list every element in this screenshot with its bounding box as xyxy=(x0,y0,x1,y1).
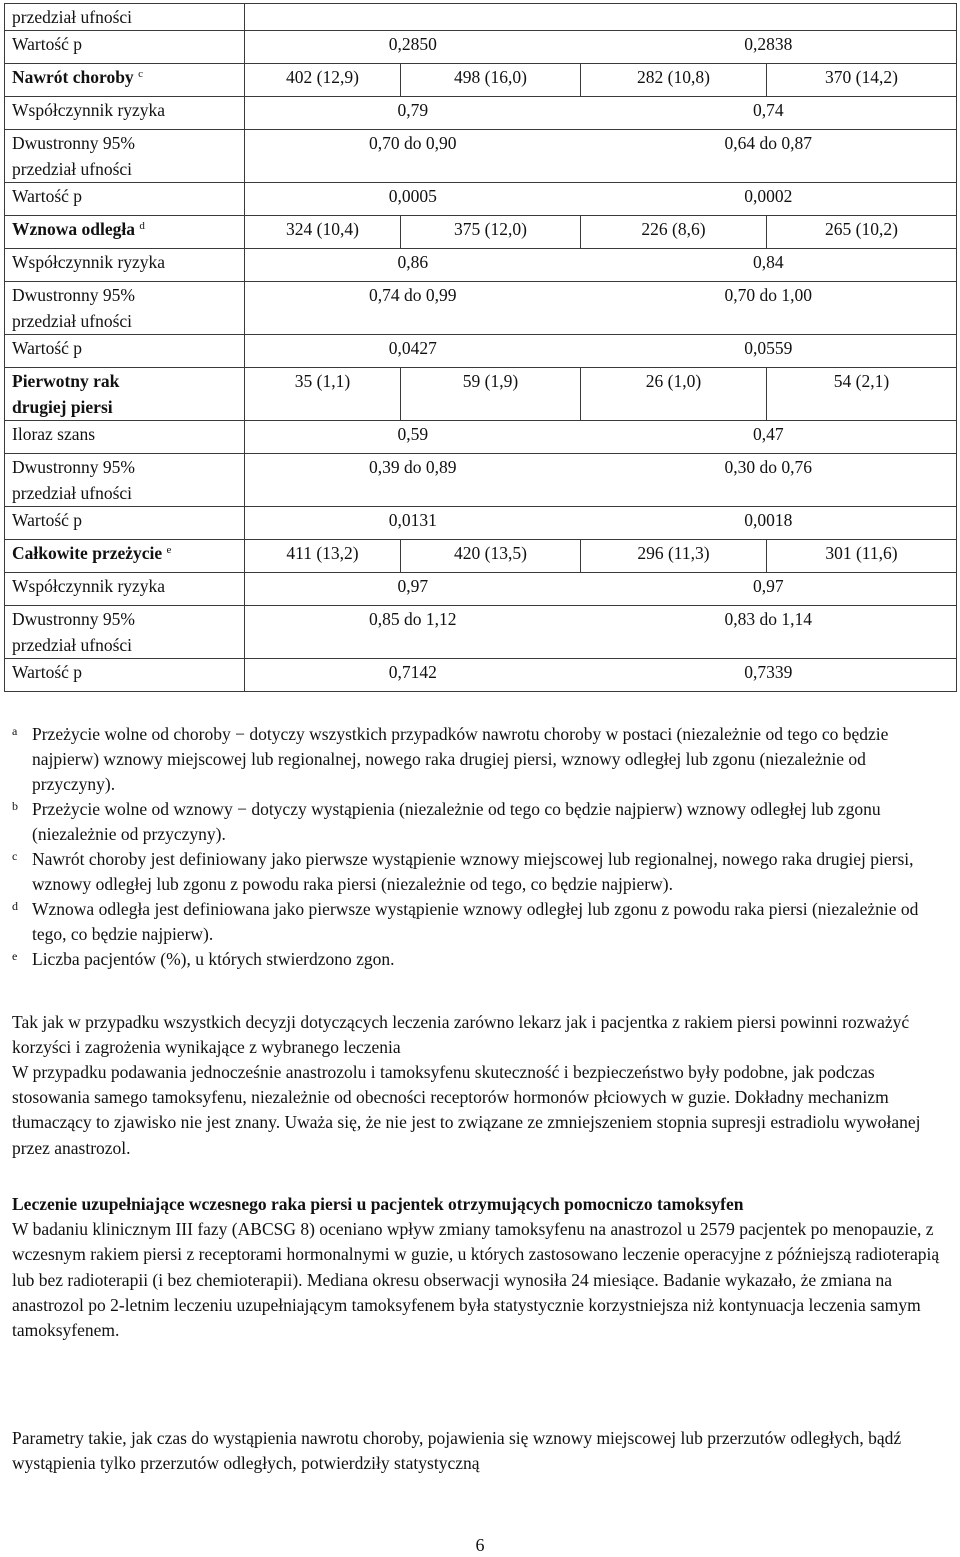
cell-stat-left: 0,2850 xyxy=(245,31,581,64)
cell-stat-right: 0,0018 xyxy=(581,507,957,540)
footnote-marker: e xyxy=(166,544,172,556)
table-row xyxy=(5,282,957,335)
row-label-text: Wartość p xyxy=(12,34,83,54)
row-label-text: Całkowite przeżycie xyxy=(12,543,163,563)
cell-count: 420 (13,5) xyxy=(401,540,581,573)
row-label xyxy=(5,249,245,282)
row-label xyxy=(5,97,245,130)
footnote-marker: c xyxy=(138,68,143,80)
cell-stat-left: 0,74 do 0,99 xyxy=(245,282,581,335)
cell-stat-left: 0,0005 xyxy=(245,183,581,216)
table-row xyxy=(5,130,957,183)
paragraph-text: Tak jak w przypadku wszystkich decyzji dotyczących leczenia zarówno lekarz jak i pacjentka z rakiem piersi powinni rozważyć korzyści i zagrożenia wynikające z wybranego leczenia xyxy=(12,1012,910,1058)
cell-stat-right: 0,74 xyxy=(581,97,957,130)
cell-stat-left: 0,59 xyxy=(245,421,581,454)
cell-count: 226 (8,6) xyxy=(581,216,767,249)
row-label xyxy=(5,64,245,97)
cell-count: 265 (10,2) xyxy=(767,216,957,249)
row-label xyxy=(5,573,245,606)
cell-count: 370 (14,2) xyxy=(767,64,957,97)
row-label-text: Wartość p xyxy=(12,510,83,530)
cell-stat-right: 0,7339 xyxy=(581,659,957,692)
footnote-text: Wznowa odległa jest definiowana jako pierwsze wystąpienie wznowy odległej lub zgonu z powodu raka piersi (niezależnie od tego, co będzie najpierw). xyxy=(32,899,919,944)
cell-stat-right: 0,70 do 1,00 xyxy=(581,282,957,335)
footnotes xyxy=(12,722,942,972)
paragraph-text: W przypadku podawania jednocześnie anastrozolu i tamoksyfenu skuteczność i bezpieczeństwo były podobne, jak podczas stosowania samego tamoksyfenu, niezależnie od obecności receptorów hormonów płciowych w guzie. Dokładny mechanizm tłumaczący to zjawisko nie jest znany. Uważa się, że nie jest to związane ze zmniejszeniem stopnia supresji estradiolu wywołanej przez anastrozol. xyxy=(12,1062,921,1158)
row-label xyxy=(5,606,245,659)
row-label xyxy=(5,659,245,692)
row-label xyxy=(5,454,245,507)
table-row xyxy=(5,368,957,421)
cell-stat-left: 0,79 xyxy=(245,97,581,130)
row-label xyxy=(5,183,245,216)
table-row xyxy=(5,216,957,249)
row-label-text: przedział ufności xyxy=(12,7,133,27)
cell-count: 402 (12,9) xyxy=(245,64,401,97)
row-label-text: Wartość p xyxy=(12,186,83,206)
row-label-text: Nawrót choroby xyxy=(12,67,134,87)
section-title: Leczenie uzupełniające wczesnego raka piersi u pacjentek otrzymujących pomocniczo tamoksyfen xyxy=(12,1194,744,1214)
footnote xyxy=(12,797,942,847)
row-label xyxy=(5,540,245,573)
cell-stat-right: 0,2838 xyxy=(581,31,957,64)
table-row xyxy=(5,97,957,130)
table-row xyxy=(5,4,957,31)
cell-count: 26 (1,0) xyxy=(581,368,767,421)
row-label xyxy=(5,368,245,421)
cell-stat-left: 0,97 xyxy=(245,573,581,606)
row-label-text: przedział ufności xyxy=(12,635,133,655)
cell-stat-right: 0,83 do 1,14 xyxy=(581,606,957,659)
row-label-text: Wartość p xyxy=(12,338,83,358)
cell-stat-right: 0,47 xyxy=(581,421,957,454)
table-row xyxy=(5,249,957,282)
cell-stat-left: 0,0131 xyxy=(245,507,581,540)
cell-count: 35 (1,1) xyxy=(245,368,401,421)
row-label-text: Wznowa odległa xyxy=(12,219,135,239)
cell-stat-right xyxy=(581,4,957,31)
table-row xyxy=(5,64,957,97)
footnote-mark: c xyxy=(12,849,18,863)
footnote-text: Nawrót choroby jest definiowany jako pierwsze wystąpienie wznowy miejscowej lub regionalnej, nowego raka drugiej piersi, wznowy odległej lub zgonu z powodu raka piersi (niezależnie od tego, co będzie najpierw). xyxy=(32,849,914,894)
footnote-marker: d xyxy=(139,220,145,232)
footnote-text: Przeżycie wolne od wznowy − dotyczy wystąpienia (niezależnie od tego co będzie najpierw) wznowy odległej lub zgonu (niezależnie od przyczyny). xyxy=(32,799,881,844)
cell-stat-left: 0,0427 xyxy=(245,335,581,368)
cell-count: 296 (11,3) xyxy=(581,540,767,573)
row-label-text: przedział ufności xyxy=(12,159,133,179)
footnote-mark: a xyxy=(12,724,18,738)
row-label xyxy=(5,31,245,64)
paragraph-concurrent xyxy=(12,1060,942,1161)
row-label xyxy=(5,216,245,249)
results-table xyxy=(4,3,957,692)
row-label xyxy=(5,421,245,454)
row-label xyxy=(5,130,245,183)
row-label-text: Dwustronny 95% xyxy=(12,133,135,153)
row-label-text: Wartość p xyxy=(12,662,83,682)
row-label-text: Dwustronny 95% xyxy=(12,457,135,477)
paragraph-decision xyxy=(12,1010,942,1060)
table-row xyxy=(5,335,957,368)
paragraph-text: W badaniu klinicznym III fazy (ABCSG 8) oceniano wpływ zmiany tamoksyfenu na anastrozol u 2579 pacjentek po menopauzie, z wczesnym rakiem piersi z receptorami hormonalnymi w guzie, u których zastosowano leczenie operacyjne z późniejszą radioterapią lub bez radioterapii (i bez chemioterapii). Mediana okresu obserwacji wynosiła 24 miesiące. Badanie wykazało, że zmiana na anastrozol po 2-letnim leczeniu uzupełniającym tamoksyfenem była statystycznie korzystniejsza niż kontynuacja leczenia samym tamoksyfenem. xyxy=(12,1219,940,1341)
cell-stat-left: 0,7142 xyxy=(245,659,581,692)
cell-stat-right: 0,97 xyxy=(581,573,957,606)
footnote xyxy=(12,847,942,897)
row-label-text: Współczynnik ryzyka xyxy=(12,576,166,596)
cell-stat-left: 0,39 do 0,89 xyxy=(245,454,581,507)
footnote-mark: d xyxy=(12,899,18,913)
table-row xyxy=(5,454,957,507)
cell-count: 54 (2,1) xyxy=(767,368,957,421)
footnote xyxy=(12,897,942,947)
cell-stat-left xyxy=(245,4,581,31)
section xyxy=(12,1192,942,1343)
cell-stat-right: 0,0559 xyxy=(581,335,957,368)
cell-count: 498 (16,0) xyxy=(401,64,581,97)
row-label xyxy=(5,335,245,368)
cell-stat-right: 0,0002 xyxy=(581,183,957,216)
cell-stat-right: 0,64 do 0,87 xyxy=(581,130,957,183)
table-row xyxy=(5,659,957,692)
table-row xyxy=(5,573,957,606)
row-label-text: Pierwotny rak xyxy=(12,371,120,391)
cell-stat-right: 0,84 xyxy=(581,249,957,282)
cell-count: 282 (10,8) xyxy=(581,64,767,97)
row-label-text: Iloraz szans xyxy=(12,424,96,444)
row-label xyxy=(5,507,245,540)
row-label xyxy=(5,282,245,335)
footnote-mark: b xyxy=(12,799,18,813)
row-label-text: Dwustronny 95% xyxy=(12,285,135,305)
table-row xyxy=(5,606,957,659)
row-label-text: przedział ufności xyxy=(12,483,133,503)
table-row xyxy=(5,183,957,216)
cell-count: 59 (1,9) xyxy=(401,368,581,421)
footnote xyxy=(12,722,942,797)
table-row xyxy=(5,540,957,573)
row-label-text: Współczynnik ryzyka xyxy=(12,252,166,272)
cell-count: 301 (11,6) xyxy=(767,540,957,573)
footnote xyxy=(12,947,942,972)
paragraph-text: Parametry takie, jak czas do wystąpienia nawrotu choroby, pojawienia się wznowy miejscowej lub przerzutów odległych, bądź wystąpienia tylko przerzutów odległych, potwierdziły statystyczną xyxy=(12,1428,902,1474)
table-row xyxy=(5,31,957,64)
footnote-text: Przeżycie wolne od choroby − dotyczy wszystkich przypadków nawrotu choroby w postaci (niezależnie od tego co będzie najpierw) wznowy miejscowej lub regionalnej, nowego raka drugiej piersi, wznowy odległej lub zgonu (niezależnie od przyczyny). xyxy=(32,724,889,794)
footnote-text: Liczba pacjentów (%), u których stwierdzono zgon. xyxy=(32,949,395,969)
row-label-text: drugiej piersi xyxy=(12,397,113,417)
paragraph-parameters xyxy=(12,1426,942,1476)
row-label-text: Dwustronny 95% xyxy=(12,609,135,629)
cell-stat-right: 0,30 do 0,76 xyxy=(581,454,957,507)
row-label xyxy=(5,4,245,31)
footnote-mark: e xyxy=(12,949,18,963)
cell-count: 411 (13,2) xyxy=(245,540,401,573)
cell-count: 375 (12,0) xyxy=(401,216,581,249)
cell-count: 324 (10,4) xyxy=(245,216,401,249)
row-label-text: przedział ufności xyxy=(12,311,133,331)
table-row xyxy=(5,507,957,540)
row-label-text: Współczynnik ryzyka xyxy=(12,100,166,120)
cell-stat-left: 0,86 xyxy=(245,249,581,282)
table-row xyxy=(5,421,957,454)
cell-stat-left: 0,85 do 1,12 xyxy=(245,606,581,659)
page-number: 6 xyxy=(475,1535,485,1555)
cell-stat-left: 0,70 do 0,90 xyxy=(245,130,581,183)
